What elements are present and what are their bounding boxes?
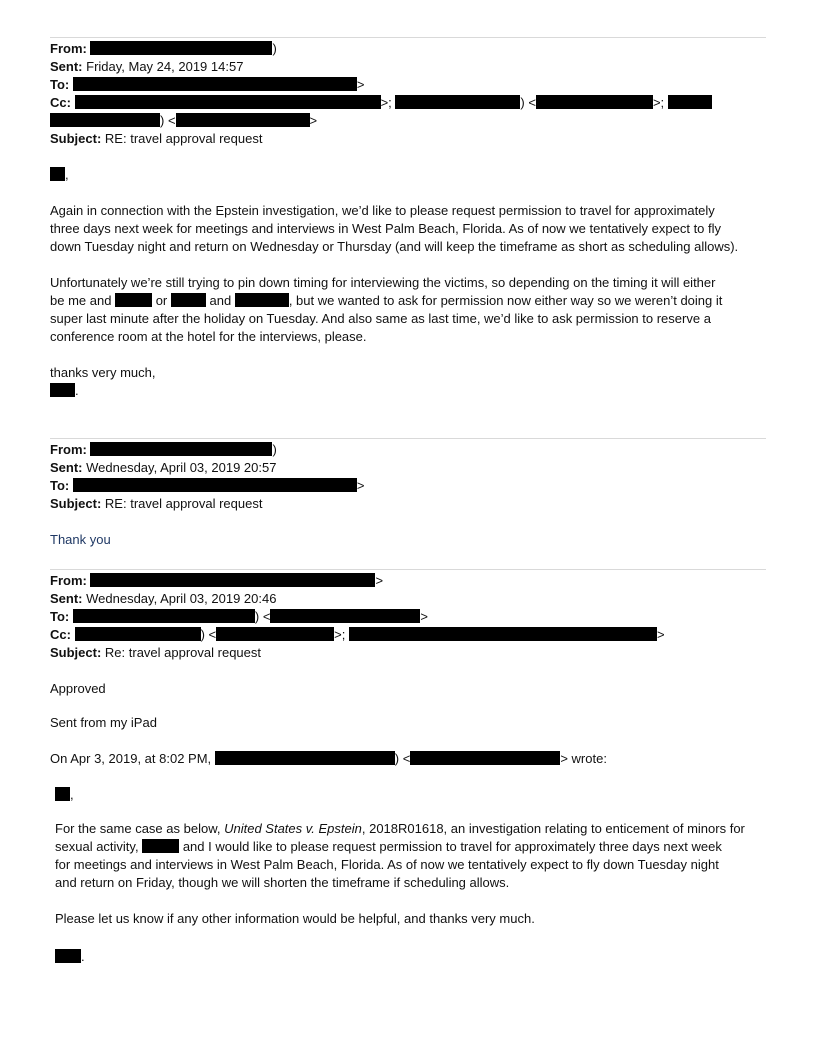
- from-label: From:: [50, 41, 87, 56]
- body-line: three days next week for meetings and interviews in West Palm Beach, Florida. As of now we tentatively expect to fly: [50, 221, 722, 236]
- punct: ) <: [394, 751, 411, 766]
- redaction: [395, 95, 520, 109]
- separator-rule: [50, 37, 766, 38]
- email2-to-line: [50, 477, 364, 495]
- redaction: [270, 609, 420, 623]
- redaction: [171, 293, 206, 307]
- punct: ,: [65, 167, 69, 182]
- text: sexual activity,: [55, 839, 139, 854]
- punct: >: [375, 573, 384, 588]
- body-line: down Tuesday night and return on Wednesday or Thursday (and will keep the timeframe as short as scheduling allows).: [50, 239, 739, 254]
- to-label: To:: [50, 478, 70, 493]
- punct: ) <: [160, 113, 176, 128]
- text: On Apr 3, 2019, at 8:02 PM,: [50, 751, 212, 766]
- redaction: [235, 293, 289, 307]
- quoted-line: and return on Friday, though we will shorten the timeframe if scheduling allows.: [55, 875, 510, 890]
- redaction: [215, 751, 395, 765]
- punct: >: [420, 609, 429, 624]
- email3-body: Approved: [50, 681, 106, 696]
- quoted-line: [55, 820, 745, 838]
- punct: .: [75, 383, 79, 398]
- redaction: [50, 113, 160, 127]
- email3-sent-value: Wednesday, April 03, 2019 20:46: [86, 591, 277, 606]
- quoted-greeting: [55, 786, 74, 804]
- redaction: [115, 293, 152, 307]
- email2-sent-line: [50, 459, 276, 477]
- email3-cc-line: [50, 626, 665, 644]
- punct: >: [356, 478, 365, 493]
- case-name: United States v. Epstein: [224, 821, 362, 836]
- punct: >: [356, 77, 365, 92]
- email3-to-line: [50, 608, 428, 626]
- subject-label: Subject:: [50, 131, 102, 146]
- text: be me and: [50, 293, 112, 308]
- redaction: [55, 949, 81, 963]
- subject-label: Subject:: [50, 645, 102, 660]
- text: and I would like to please request permission to travel for approximately three days next week: [182, 839, 722, 854]
- quoted-line: [55, 838, 722, 856]
- quote-header: [50, 750, 607, 768]
- punct: .: [81, 949, 85, 964]
- email1-sent-line: [50, 58, 243, 76]
- body-line: Unfortunately we’re still trying to pin down timing for interviewing the victims, so depending on the timing it will either: [50, 275, 716, 290]
- email3-from-line: [50, 572, 383, 590]
- quoted-sign-off: [55, 948, 85, 966]
- punct: ,: [70, 787, 74, 802]
- separator-rule: [50, 569, 766, 570]
- redaction: [142, 839, 179, 853]
- body-line: super last minute after the holiday on Tuesday. And also same as last time, we’d like to ask permission to reserve a: [50, 311, 711, 326]
- sent-label: Sent:: [50, 460, 83, 475]
- redaction: [50, 383, 75, 397]
- punct: ) <: [254, 609, 271, 624]
- punct: >;: [380, 95, 392, 110]
- redaction: [73, 609, 255, 623]
- email3-sent-line: [50, 590, 276, 608]
- text: or: [155, 293, 168, 308]
- punct: ) <: [200, 627, 217, 642]
- cc-label: Cc:: [50, 95, 71, 110]
- email2-subject-value: RE: travel approval request: [104, 496, 263, 511]
- email2-from-line: [50, 441, 277, 459]
- redaction: [90, 442, 272, 456]
- body-line: [50, 292, 722, 310]
- sign-off: [50, 382, 79, 400]
- redaction: [216, 627, 334, 641]
- to-label: To:: [50, 77, 70, 92]
- redaction: [73, 478, 357, 492]
- body-line: conference room at the hotel for the interviews, please.: [50, 329, 367, 344]
- to-label: To:: [50, 609, 70, 624]
- punct: >: [309, 113, 318, 128]
- email1-sent-value: Friday, May 24, 2019 14:57: [86, 59, 244, 74]
- redaction: [90, 573, 375, 587]
- quoted-line: for meetings and interviews in West Palm Beach, Florida. As of now we tentatively expect to fly down Tuesday night: [55, 857, 719, 872]
- redaction: [55, 787, 70, 801]
- email3-subject-value: Re: travel approval request: [104, 645, 262, 660]
- redaction: [536, 95, 653, 109]
- redaction: [90, 41, 272, 55]
- punct: ) <: [520, 95, 536, 110]
- text: , 2018R01618, an investigation relating to enticement of minors for: [361, 821, 745, 836]
- email1-cc-line: [50, 94, 712, 112]
- text: For the same case as below,: [55, 821, 225, 836]
- redaction: [349, 627, 657, 641]
- text: and: [209, 293, 232, 308]
- separator-rule: [50, 438, 766, 439]
- email1-cc-continued: [50, 112, 317, 130]
- sent-label: Sent:: [50, 591, 83, 606]
- cc-label: Cc:: [50, 627, 71, 642]
- punct: ): [272, 442, 277, 457]
- email1-subject-value: RE: travel approval request: [104, 131, 263, 146]
- redaction: [410, 751, 560, 765]
- quoted-line: Please let us know if any other information would be helpful, and thanks very much.: [55, 911, 535, 926]
- sent-label: Sent:: [50, 59, 83, 74]
- redaction: [50, 167, 65, 181]
- punct: >: [560, 751, 568, 766]
- from-label: From:: [50, 442, 87, 457]
- email2-subject-line: [50, 495, 262, 513]
- punct: >: [656, 627, 665, 642]
- punct: >;: [334, 627, 346, 642]
- text: , but we wanted to ask for permission now either way so we weren’t doing it: [288, 293, 723, 308]
- email2-sent-value: Wednesday, April 03, 2019 20:57: [86, 460, 277, 475]
- body-line: Again in connection with the Epstein investigation, we’d like to please request permission to travel for approximately: [50, 203, 715, 218]
- redaction: [73, 77, 357, 91]
- email1-subject-line: [50, 130, 262, 148]
- punct: >;: [652, 95, 665, 110]
- subject-label: Subject:: [50, 496, 102, 511]
- email1-to-line: [50, 76, 364, 94]
- email3-subject-line: [50, 644, 261, 662]
- redaction: [176, 113, 310, 127]
- punct: ): [272, 41, 277, 56]
- redaction: [668, 95, 712, 109]
- email3-signature: Sent from my iPad: [50, 715, 157, 730]
- closing: thanks very much,: [50, 365, 156, 380]
- redaction: [75, 95, 381, 109]
- from-label: From:: [50, 573, 87, 588]
- email1-from-line: [50, 40, 277, 58]
- text: wrote:: [571, 751, 607, 766]
- greeting: [50, 166, 69, 184]
- email2-body: Thank you: [50, 532, 111, 547]
- redaction: [75, 627, 201, 641]
